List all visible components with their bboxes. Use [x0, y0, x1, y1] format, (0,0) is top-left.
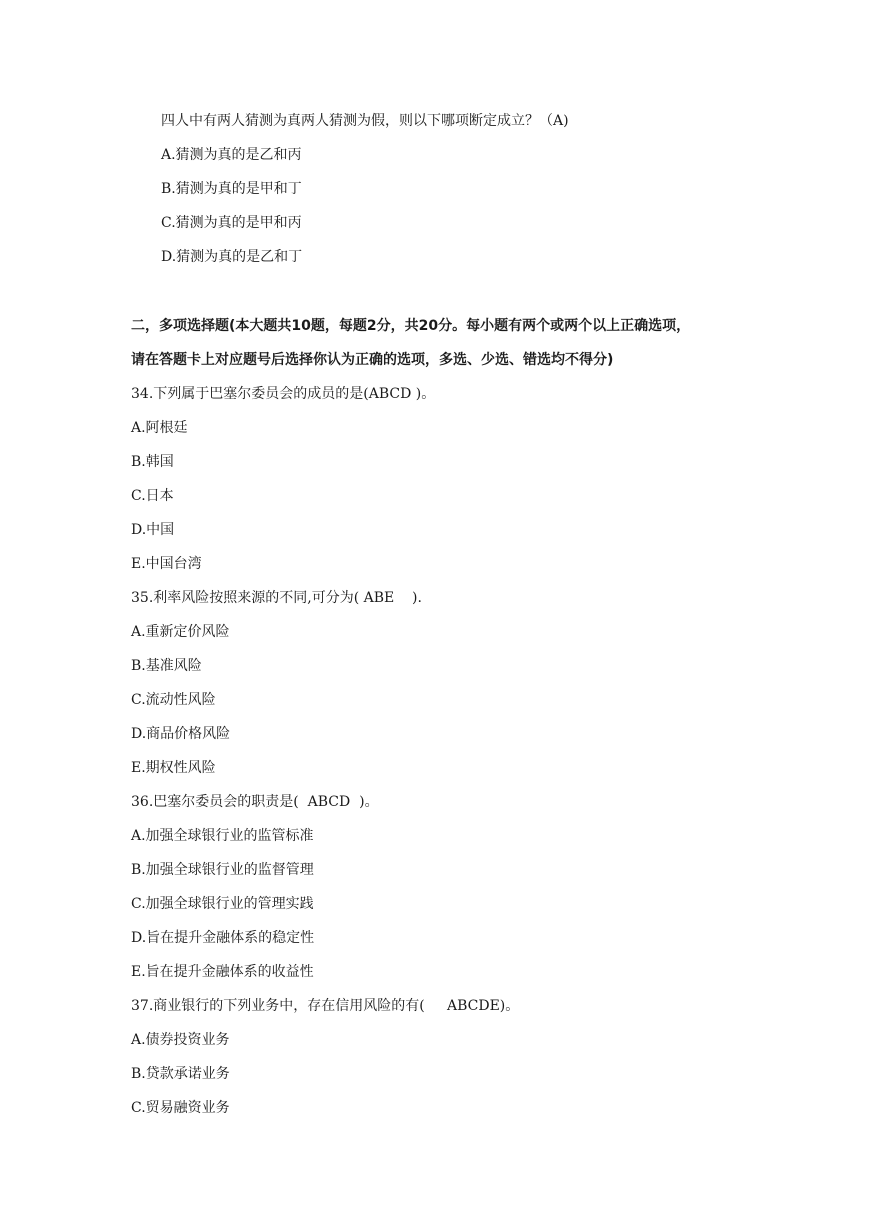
question-35-stem: 35.利率风险按照来源的不同,可分为( ABE ).	[131, 590, 422, 606]
section-heading-line2: 请在答题卡上对应题号后选择你认为正确的选项，多选、少选、错选均不得分)	[131, 352, 614, 368]
question-36-option-d: D.旨在提升金融体系的稳定性	[131, 930, 315, 946]
section-heading-line1: 二，多项选择题(本大题共10题，每题2分，共20分。每小题有两个或两个以上正确选项，	[131, 318, 691, 334]
intro-option-d: D.猜测为真的是乙和丁	[161, 249, 303, 265]
question-37-option-c: C.贸易融资业务	[131, 1100, 230, 1116]
question-34-option-a: A.阿根廷	[131, 420, 188, 436]
question-37-stem: 37.商业银行的下列业务中，存在信用风险的有( ABCDE)。	[131, 998, 520, 1014]
question-34-option-b: B.韩国	[131, 454, 174, 470]
question-35-option-e: E.期权性风险	[131, 760, 216, 776]
intro-question-stem: 四人中有两人猜测为真两人猜测为假，则以下哪项断定成立？（A)	[161, 113, 569, 129]
question-36-stem: 36.巴塞尔委员会的职责是( ABCD )。	[131, 794, 379, 810]
question-35-option-c: C.流动性风险	[131, 692, 216, 708]
question-36-option-e: E.旨在提升金融体系的收益性	[131, 964, 314, 980]
question-34-stem: 34.下列属于巴塞尔委员会的成员的是(ABCD )。	[131, 386, 436, 402]
question-34-option-d: D.中国	[131, 522, 175, 538]
question-34-option-e: E.中国台湾	[131, 556, 202, 572]
question-35-option-a: A.重新定价风险	[131, 624, 230, 640]
question-36-option-a: A.加强全球银行业的监管标准	[131, 828, 314, 844]
intro-option-c: C.猜测为真的是甲和丙	[161, 215, 302, 231]
question-37-option-a: A.债券投资业务	[131, 1032, 230, 1048]
question-35-option-b: B.基准风险	[131, 658, 202, 674]
question-36-option-c: C.加强全球银行业的管理实践	[131, 896, 314, 912]
question-37-option-b: B.贷款承诺业务	[131, 1066, 230, 1082]
intro-option-a: A.猜测为真的是乙和丙	[161, 147, 302, 163]
question-35-option-d: D.商品价格风险	[131, 726, 231, 742]
question-36-option-b: B.加强全球银行业的监督管理	[131, 862, 314, 878]
question-34-option-c: C.日本	[131, 488, 174, 504]
intro-option-b: B.猜测为真的是甲和丁	[161, 181, 302, 197]
